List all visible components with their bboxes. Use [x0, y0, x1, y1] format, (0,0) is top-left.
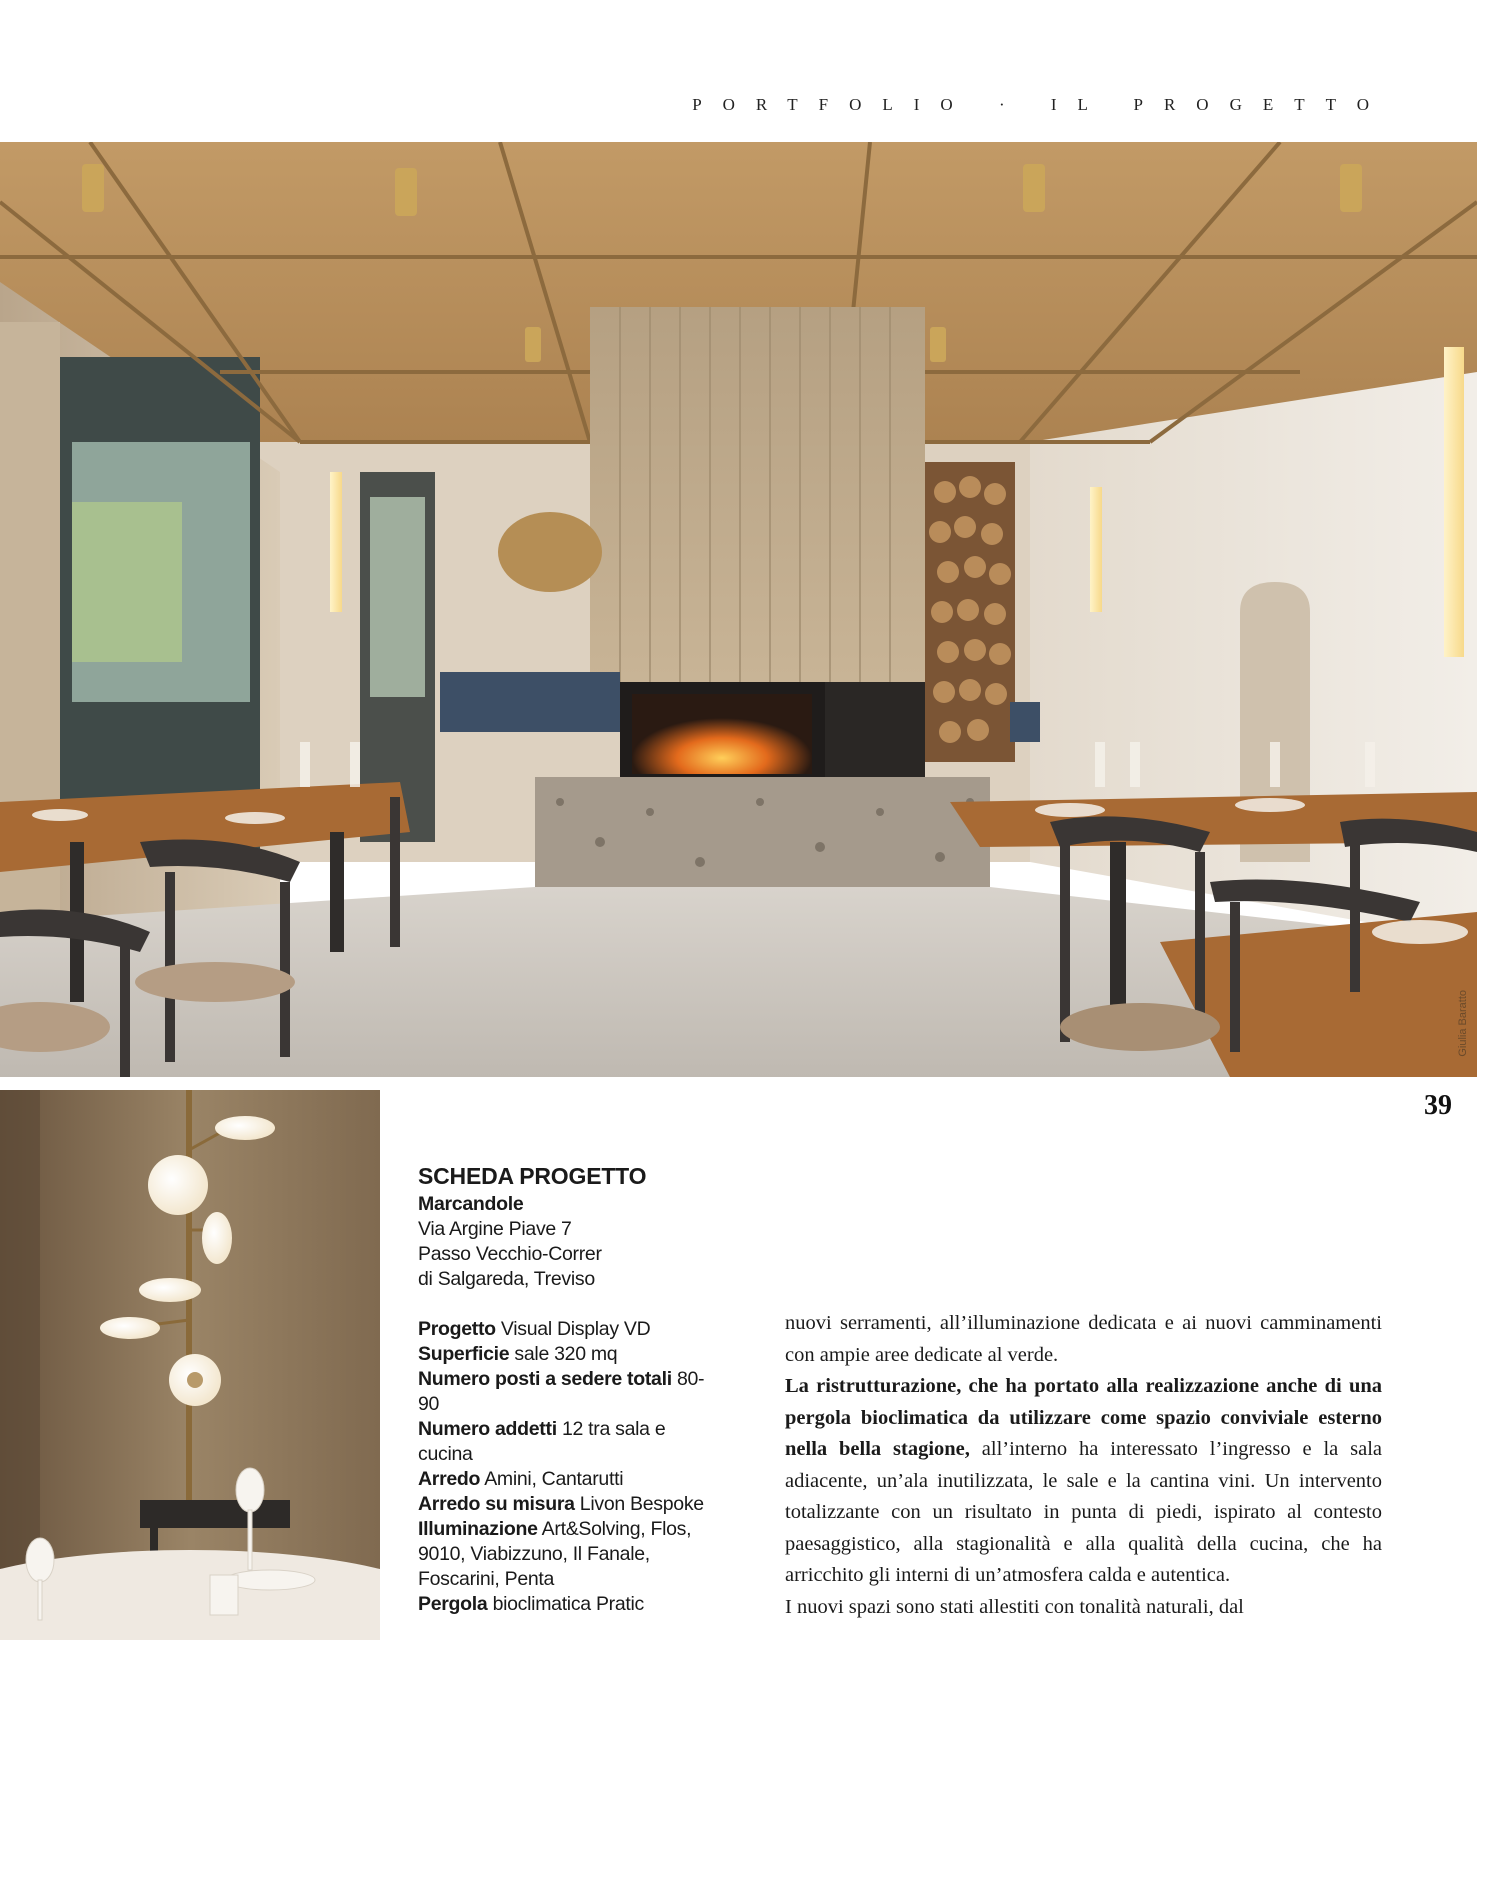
project-sheet-title: SCHEDA PROGETTO	[418, 1163, 647, 1189]
article-lead: La ristrutturazione, che ha portato alla realizzazione anche di una pergola bioclimatica da utilizzare come spazio conviviale esterno nella bella stagione,	[785, 1375, 1382, 1460]
spec-label: Numero addetti	[418, 1418, 557, 1440]
spec-label: Arredo	[418, 1468, 481, 1490]
photo-credit: Giulia Baratto	[1457, 990, 1469, 1057]
spec-label: Numero posti a sedere totali	[418, 1368, 672, 1390]
article-paragraph	[785, 1371, 1382, 1592]
spec-custom-furniture	[418, 1492, 718, 1517]
spec-surface	[418, 1342, 718, 1367]
venue-address-line: di Salgareda, Treviso	[418, 1268, 595, 1290]
spec-lighting	[418, 1517, 718, 1592]
spec-value: Amini, Cantarutti	[484, 1468, 624, 1490]
spec-pergola	[418, 1592, 718, 1617]
lamp-detail-photo	[0, 1090, 380, 1640]
article-paragraph: nuovi serramenti, all’illuminazione dedicata e ai nuovi camminamenti con ampie aree dedicate al verde.	[785, 1312, 1382, 1366]
spec-label: Arredo su misura	[418, 1493, 575, 1515]
venue-name: Marcandole	[418, 1193, 524, 1215]
spec-label: Superficie	[418, 1343, 510, 1365]
spec-project	[418, 1317, 718, 1342]
spec-seats	[418, 1367, 718, 1417]
spec-label: Progetto	[418, 1318, 496, 1340]
venue-address-line: Via Argine Piave 7	[418, 1218, 572, 1240]
spec-value: bioclimatica Pratic	[492, 1593, 644, 1615]
page-number: 39	[1424, 1090, 1452, 1121]
running-header: PORTFOLIO · IL PROGETTO	[692, 95, 1390, 114]
project-sheet	[418, 1163, 718, 1617]
article-body	[785, 1308, 1382, 1623]
article-paragraph: I nuovi spazi sono stati allestiti con tonalità naturali, dal	[785, 1595, 1244, 1618]
venue-address-line: Passo Vecchio-Correr	[418, 1243, 602, 1265]
spec-furniture	[418, 1467, 718, 1492]
spec-value: 12 tra sala e cucina	[418, 1418, 666, 1465]
spec-value: Art&Solving, Flos, 9010, Viabizzuno, Il Fanale, Foscarini, Penta	[418, 1518, 692, 1590]
spec-value: Livon Bespoke	[579, 1493, 704, 1515]
article-text: all’interno ha interessato l’ingresso e la sala adiacente, un’ala inutilizzata, le sale e la cantina vini. Un intervento totalizzante con un risultato in punta di piedi, ispirato al contesto paesaggistico, alla stagionalità e alla qualità della cucina, che ha arricchito gli interni di un’atmosfera calda e autentica.	[785, 1438, 1382, 1586]
spec-value: Visual Display VD	[500, 1318, 651, 1340]
spec-value: 80-90	[418, 1368, 705, 1415]
spec-value: sale 320 mq	[514, 1343, 618, 1365]
spec-label: Illuminazione	[418, 1518, 538, 1540]
spec-staff	[418, 1417, 718, 1467]
spec-label: Pergola	[418, 1593, 488, 1615]
hero-photo-dining-room	[0, 142, 1477, 1077]
